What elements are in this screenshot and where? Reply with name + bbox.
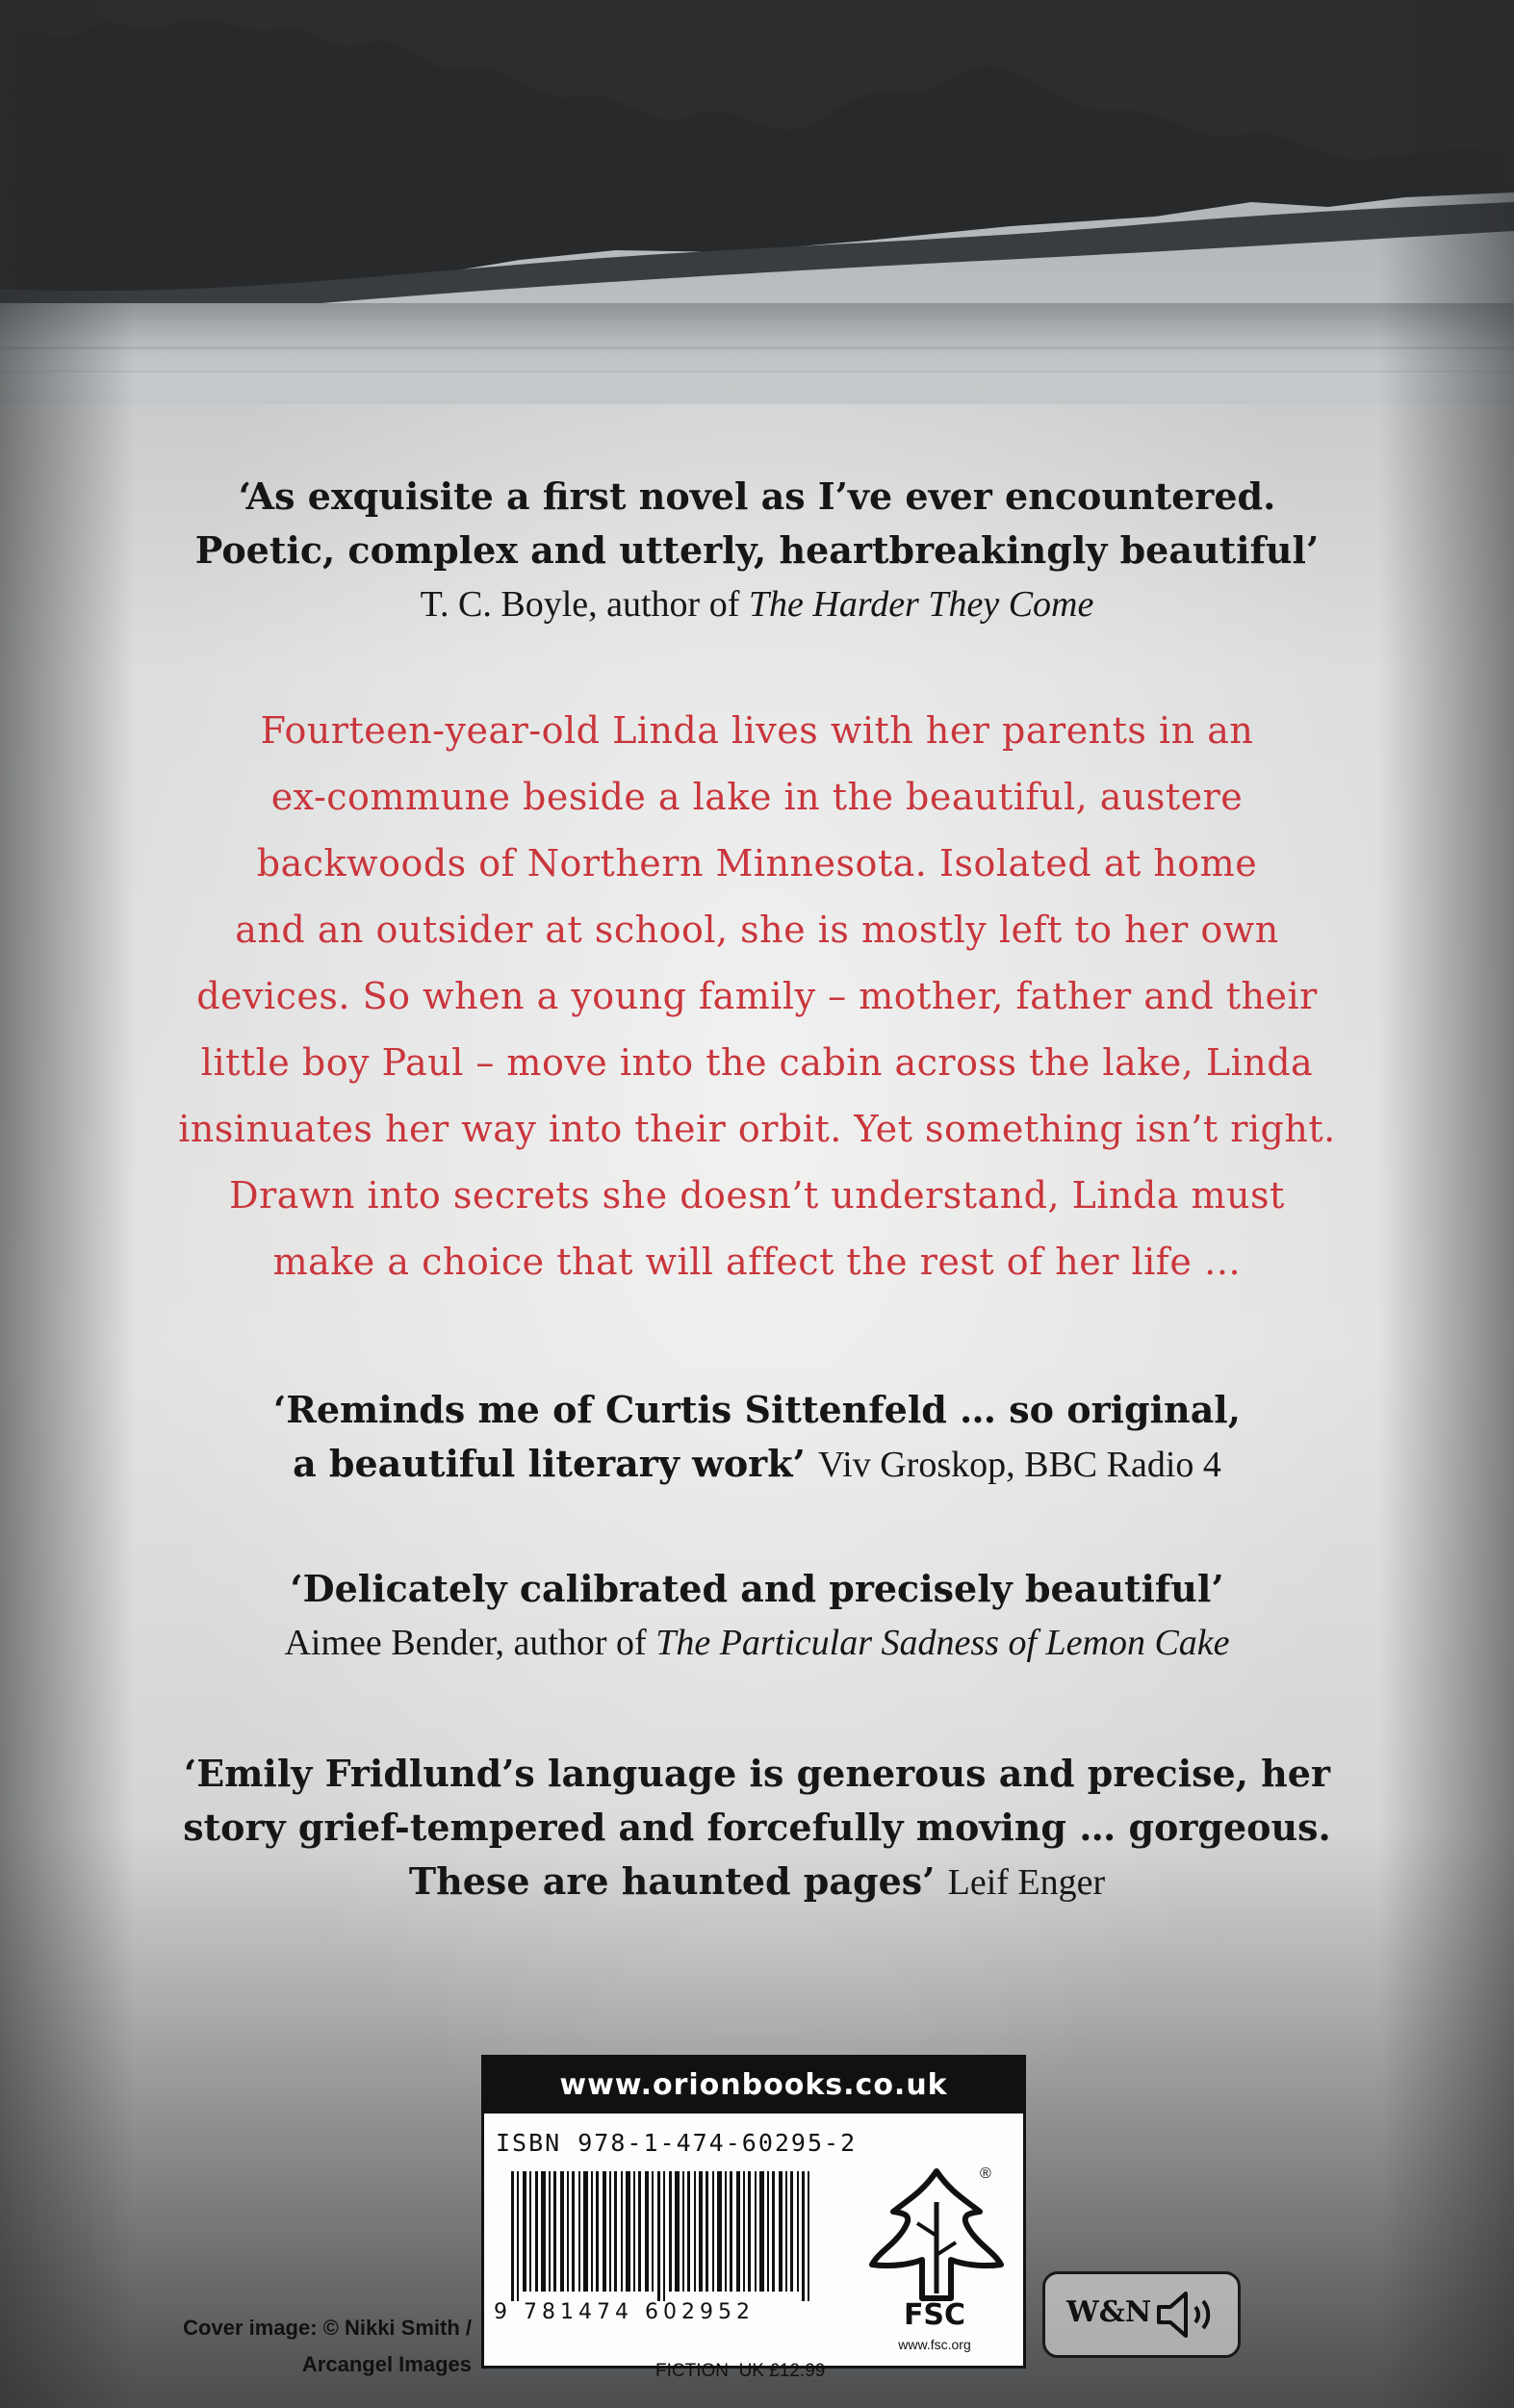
price-line bbox=[655, 2361, 1002, 2382]
quote-line: ‘Emily Fridlund’s language is generous and precise, her bbox=[184, 1752, 1330, 1795]
blurb-line: insinuates her way into their orbit. Yet something isn’t right. bbox=[178, 1108, 1336, 1150]
blurb-line: Drawn into secrets she doesn’t understand, Linda must bbox=[229, 1174, 1285, 1217]
cover-credit bbox=[183, 2310, 472, 2383]
speaker-icon bbox=[1153, 2288, 1220, 2342]
barcode-bars bbox=[511, 2171, 838, 2301]
quote-attribution: Viv Groskop, BBC Radio 4 bbox=[818, 1445, 1221, 1485]
quote-attribution: Leif Enger bbox=[947, 1862, 1106, 1903]
blurb-line: make a choice that will affect the rest of her life … bbox=[272, 1241, 1242, 1283]
quote-boyle bbox=[0, 470, 1514, 631]
isbn-number: ISBN 978-1-474-60295-2 bbox=[496, 2129, 858, 2157]
publisher-logo: W&N bbox=[1066, 2295, 1152, 2329]
quote-groskop bbox=[0, 1383, 1514, 1492]
quote-line: These are haunted pages’ Leif Enger bbox=[408, 1859, 1106, 1903]
lake-photo bbox=[0, 0, 1514, 404]
price-label: UK £12.99 bbox=[738, 2361, 826, 2381]
quote-bender bbox=[0, 1562, 1514, 1670]
fsc-url: www.fsc.org bbox=[898, 2337, 971, 2352]
credit-line: Cover image: © Nikki Smith / bbox=[183, 2316, 472, 2340]
fsc-label: FSC bbox=[903, 2298, 966, 2332]
barcode-panel bbox=[481, 2055, 1026, 2369]
blurb-line: devices. So when a young family – mother, father and their bbox=[196, 975, 1318, 1017]
quote-line: a beautiful literary work’ Viv Groskop, BBC Radio 4 bbox=[293, 1442, 1221, 1485]
quote-line: ‘Delicately calibrated and precisely beautiful’ bbox=[290, 1567, 1224, 1610]
left-vignette bbox=[0, 0, 135, 2408]
blurb-line: and an outsider at school, she is mostly left to her own bbox=[235, 909, 1279, 951]
synopsis-blurb bbox=[144, 698, 1370, 1295]
publisher-badge bbox=[1042, 2271, 1241, 2358]
blurb-line: ex-commune beside a lake in the beautiful, austere bbox=[270, 776, 1244, 818]
barcode-digits: 9 781474 602952 bbox=[494, 2300, 755, 2324]
blurb-line: backwoods of Northern Minnesota. Isolated at home bbox=[256, 842, 1258, 884]
publisher-url: www.orionbooks.co.uk bbox=[484, 2058, 1023, 2113]
registered-mark: ® bbox=[980, 2165, 991, 2182]
quote-line: story grief-tempered and forcefully moving … gorgeous. bbox=[183, 1806, 1331, 1849]
credit-line: Arcangel Images bbox=[301, 2352, 472, 2376]
category-label: FICTION bbox=[655, 2361, 729, 2381]
blurb-line: little boy Paul – move into the cabin across the lake, Linda bbox=[200, 1041, 1314, 1084]
right-vignette bbox=[1379, 0, 1514, 2408]
quote-line: ‘Reminds me of Curtis Sittenfeld … so original, bbox=[273, 1388, 1241, 1431]
quote-attribution: T. C. Boyle, author of The Harder They Come bbox=[420, 584, 1094, 625]
quote-line: Poetic, complex and utterly, heartbreakingly beautiful’ bbox=[194, 528, 1320, 572]
quote-enger bbox=[0, 1747, 1514, 1909]
blurb-line: Fourteen-year-old Linda lives with her parents in an bbox=[260, 709, 1254, 752]
quote-attribution: Aimee Bender, author of The Particular Sadness of Lemon Cake bbox=[284, 1623, 1230, 1663]
quote-line: ‘As exquisite a first novel as I’ve ever encountered. bbox=[238, 474, 1276, 518]
